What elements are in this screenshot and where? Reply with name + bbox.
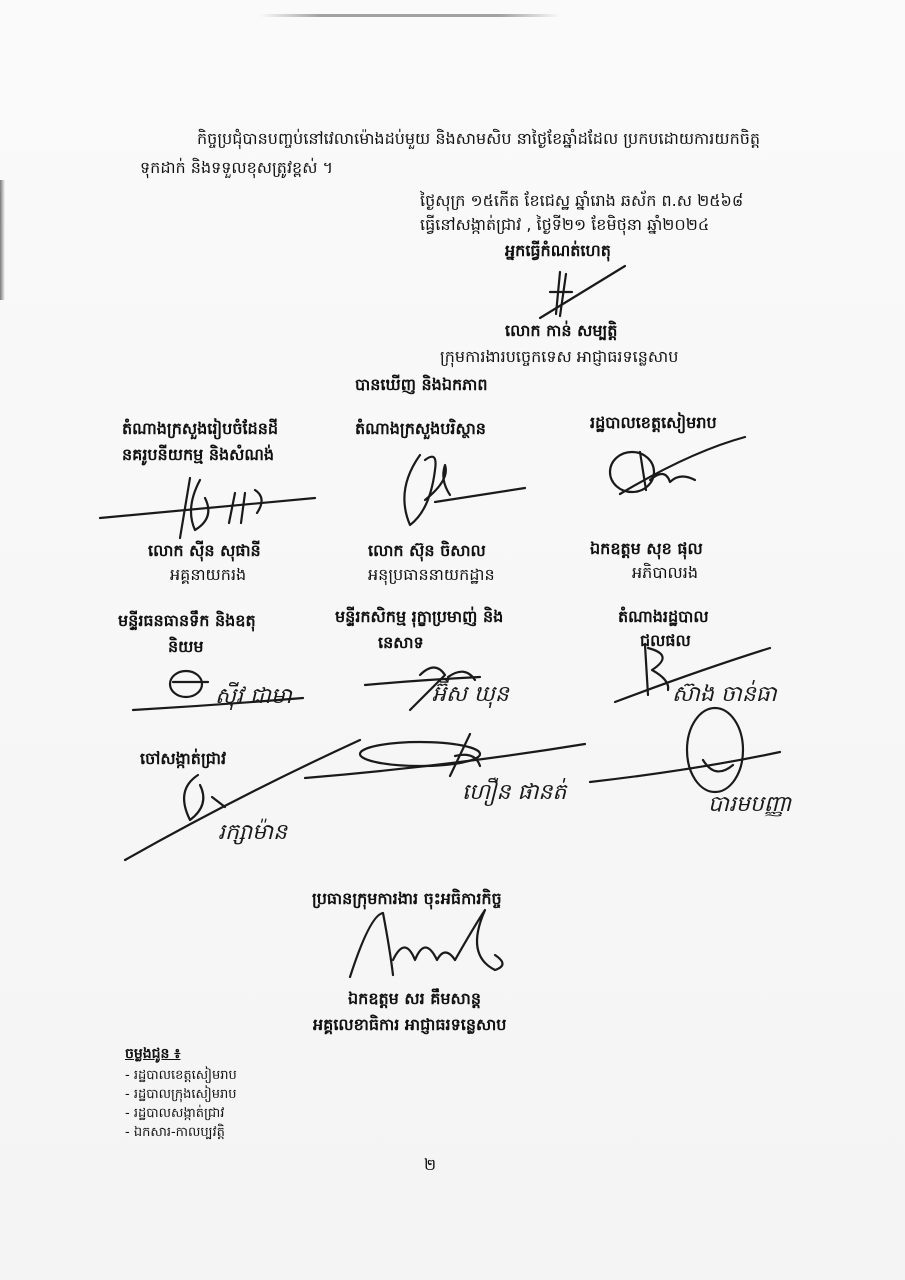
signatory-4-handwritten-name: ស៊ីវ ជាមា (215, 684, 292, 709)
signatory-3-signature (600, 432, 750, 502)
signatory-2-name: លោក ស៊ុន ចិសាល (368, 541, 486, 560)
signatory-4-heading-line2: និយម (168, 637, 204, 656)
closing-paragraph-line2: ទុកដាក់ និងទទួលខុសត្រូវខ្ពស់ ។ (140, 158, 334, 177)
scan-shadow-left (0, 180, 5, 300)
signatory-5-handwritten-name: អ៊ីស ឃុន (432, 682, 509, 707)
signatory-2-title: អនុប្រធាននាយកដ្ឋាន (368, 565, 495, 584)
place-date: ធ្វើនៅសង្កាត់ជ្រាវ , ថ្ងៃទី២១ ខែមិថុនា ឆ្នាំ២០២៤ (420, 215, 710, 234)
right-handwritten-name: បារមបញ្ញា (708, 792, 792, 817)
chair-title: អគ្គលេខាធិការ អាជ្ញាធរទន្លេសាប (313, 1015, 507, 1034)
signatory-6-heading-line1: តំណាងរដ្ឋបាល (618, 607, 709, 626)
commune-chief-heading: ចៅសង្កាត់ជ្រាវ (140, 749, 227, 768)
closing-paragraph-line1: កិច្ចប្រជុំបានបញ្ចប់នៅវេលាម៉ោងដប់មួយ និងសាមសិប នាថ្ងៃខែឆ្នាំដដែល ប្រកបដោយការយកចិត្ត (197, 129, 761, 148)
seen-agreed-heading: បានឃើញ និងឯកភាព (355, 375, 488, 394)
recorder-name: លោក កាន់ សម្បត្តិ (505, 321, 618, 340)
cc-heading: ចម្លងជូន ៖ (125, 1046, 181, 1062)
scan-shadow-top (260, 14, 560, 17)
center-signature (300, 726, 590, 786)
signatory-4-heading-line1: មន្ទីរធនធានទឹក និងឧតុ (118, 611, 256, 630)
signatory-1-signature (95, 468, 325, 548)
chair-signature (345, 905, 525, 985)
signatory-6-handwritten-initials: ស៊ាង ចាន់ធា (672, 682, 777, 707)
signatory-1-heading-line2: នគរូបនីយកម្ម និងសំណង់ (122, 445, 275, 464)
cc-list (125, 1066, 237, 1142)
signatory-2-heading: តំណាងក្រសួងបរិស្ថាន (355, 419, 486, 438)
signatory-3-heading: រដ្ឋបាលខេត្តសៀមរាប (590, 413, 717, 432)
page-number: ២ (424, 1155, 437, 1174)
signatory-1-name: លោក ស៊ីន សុផានី (148, 541, 261, 560)
right-signature (585, 690, 785, 800)
signatory-1-title: អគ្គនាយករង (170, 565, 247, 584)
signatory-2-signature (390, 440, 530, 535)
center-handwritten-name: ហឿន ផានត់ (462, 780, 567, 805)
commune-chief-handwritten-name: រក្សាម៉ាន (218, 820, 288, 845)
cc-item: - រដ្ឋបាលសង្កាត់ជ្រាវ (125, 1106, 225, 1121)
cc-item: - រដ្ឋបាលខេត្តសៀមរាប (125, 1068, 237, 1083)
signatory-3-name: ឯកឧត្តម សុខ ផុល (590, 539, 703, 558)
signatory-5-heading-line1: មន្ទីរកសិកម្ម រុក្ខាប្រមាញ់ និង (335, 607, 504, 626)
lunar-date: ថ្ងៃសុក្រ ១៥កើត ខែជេស្ឋ ឆ្នាំរោង ឆស័ក ព.ស ២៥៦៨ (420, 191, 744, 210)
signatory-5-heading-line2: នេសាទ (378, 633, 424, 652)
cc-item: - ឯកសារ-កាលប្បវត្តិ (125, 1125, 225, 1140)
signatory-3-title: អភិបាលរង (632, 563, 699, 582)
chair-heading: ប្រធានក្រុមការងារ ចុះអធិការកិច្ច (312, 889, 502, 908)
recorder-title: ក្រុមការងារបច្ចេកទេស អាជ្ញាធរទន្លេសាប (440, 347, 679, 366)
cc-item: - រដ្ឋបាលក្រុងសៀមរាប (125, 1087, 237, 1102)
recorder-heading: អ្នកធ្វើកំណត់ហេតុ (505, 241, 611, 260)
recorder-signature (520, 262, 630, 322)
signatory-6-heading-line2: ជលផល (640, 631, 691, 650)
chair-name: ឯកឧត្តម សរ គឹមសាន្ត (348, 989, 482, 1008)
signatory-1-heading-line1: តំណាងក្រសួងរៀបចំដែនដី (122, 419, 279, 438)
